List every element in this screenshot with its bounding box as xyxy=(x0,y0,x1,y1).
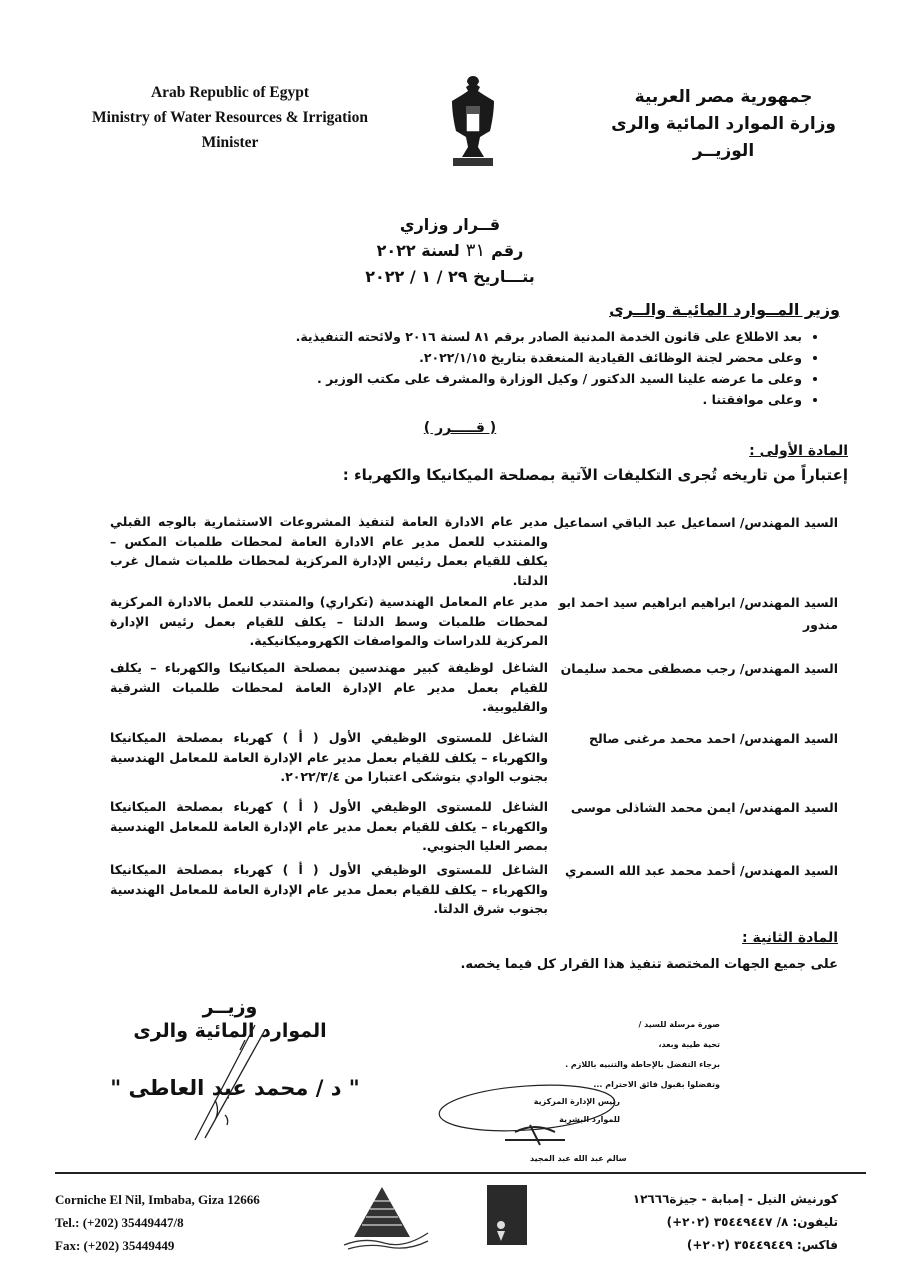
assignment-row xyxy=(103,728,838,787)
decree-title-block xyxy=(300,212,600,290)
assignee-name: السيد المهندس/ اسماعيل عبد الباقي اسماعيل xyxy=(553,515,838,530)
footer-divider xyxy=(55,1172,866,1174)
decided-heading: ( قـــــرر ) xyxy=(423,420,497,436)
arabic-minister: الوزيــر xyxy=(692,141,755,161)
decree-number-label: رقم xyxy=(491,241,524,260)
assignment-description: الشاغل للمستوى الوظيفي الأول ( أ ) كهرباء بمصلحة الميكانيكا والكهرباء – يكلف للقيام بعمل مدير عام الإدارة العامة للمعامل الهندسية بجنوب شرق الدلتا. xyxy=(110,862,548,916)
assignee-name: السيد المهندس/ ابراهيم ابراهيم سيد احمد ابو مندور xyxy=(558,595,838,632)
english-minister: Minister xyxy=(201,134,259,151)
minister-name: " د / محمد عبد العاطى " xyxy=(110,1076,360,1100)
arabic-ministry: وزارة الموارد المائية والرى xyxy=(611,114,836,134)
assignee-name: السيد المهندس/ احمد محمد مرغنى صالح xyxy=(588,731,838,746)
ministry-logo-icon xyxy=(487,1185,527,1245)
assignment-row xyxy=(103,592,838,651)
article1-intro: إعتباراً من تاريخه تُجرى التكليفات الآتية بمصلحة الميكانيكا والكهرباء : xyxy=(342,466,848,484)
assignee-name: السيد المهندس/ أحمد محمد عبد الله السمري xyxy=(565,863,838,878)
arabic-footer xyxy=(633,1188,838,1257)
footer-tel: Tel.: (+202) 35449447/8 xyxy=(55,1215,184,1230)
pyramid-logo-icon xyxy=(342,1185,432,1253)
eagle-emblem-icon xyxy=(445,74,501,170)
preamble-item: • وعلى موافقتنا . xyxy=(162,389,802,410)
decree-number: ٣١ xyxy=(465,240,486,261)
assignment-description: مدير عام المعامل الهندسية (تكراري) والمنتدب للعمل بالادارة المركزية لمحطات طلمبات وسط الدلتا – يكلف للقيام بعمل رئيس الإدارة المركزية للدراسات والمواصفات الكهروميكانيكية. xyxy=(110,594,548,648)
assignment-description: مدير عام الادارة العامة لتنفيذ المشروعات الاستثمارية بالوجه القبلي والمنتدب للعمل مدير عام الادارة العامة لمحطات طلمبات المكس – يكلف للقيام بعمل رئيس الإدارة المركزية لمحطات طلمبات شمال غرب الدلتا. xyxy=(110,514,548,588)
preamble-item: • وعلى ما عرضه علينا السيد الدكتور / وكيل الوزارة والمشرف على مكتب الوزير . xyxy=(162,368,802,389)
footer-tel-ar: تليفون: ٨/ ٣٥٤٤٩٤٤٧ (٢٠٢+) xyxy=(666,1215,838,1229)
arabic-country: جمهورية مصر العربية xyxy=(634,87,813,107)
english-country: Arab Republic of Egypt xyxy=(150,84,310,101)
english-letterhead xyxy=(60,80,400,155)
preamble-item: • بعد الاطلاع على قانون الخدمة المدنية الصادر برقم ٨١ لسنة ٢٠١٦ ولائحته التنفيذية. xyxy=(162,326,802,347)
footer-fax-ar: فاكس: ٣٥٤٤٩٤٤٩ (٢٠٢+) xyxy=(686,1238,838,1252)
decree-year: لسنة ٢٠٢٢ xyxy=(376,241,460,260)
cc-line: وتفضلوا بقبول فائق الاحترام ... xyxy=(593,1080,720,1089)
handwritten-signature-icon xyxy=(185,1020,275,1150)
assignment-row xyxy=(103,512,838,590)
assignee-name: السيد المهندس/ رجب مصطفى محمد سليمان xyxy=(560,661,838,676)
assignment-description: الشاغل للمستوى الوظيفي الأول ( أ ) كهرباء بمصلحة الميكانيكا والكهرباء – يكلف للقيام بعمل مدير عام الإدارة العامة للمعامل الهندسية بمصر العليا الجنوبي. xyxy=(110,799,548,853)
arabic-letterhead xyxy=(611,84,836,165)
cc-line: صورة مرسلة للسيد / xyxy=(638,1020,720,1029)
footer-address: Corniche El Nil, Imbaba, Giza 12666 xyxy=(55,1192,260,1207)
signature-title-line: وزيــر xyxy=(202,996,258,1018)
english-ministry: Ministry of Water Resources & Irrigation xyxy=(92,109,368,126)
article2-text: على جميع الجهات المختصة تنفيذ هذا القرار كل فيما يخصه. xyxy=(460,957,838,972)
hr-title-line: رئيس الإدارة المركزية xyxy=(533,1097,620,1106)
assignment-description: الشاغل للمستوى الوظيفي الأول ( أ ) كهرباء بمصلحة الميكانيكا والكهرباء – يكلف للقيام بعمل مدير عام الإدارة العامة للمعامل الهندسية بجنوب الوادي بتوشكى اعتبارا من ٢٠٢٢/٣/٤. xyxy=(110,730,548,784)
footer-address-ar: كورنيش النيل - إمبابة - جيزة١٢٦٦٦ xyxy=(632,1192,838,1206)
assignment-row xyxy=(103,860,838,919)
preamble-heading: وزير المــوارد المائيـة والــرى xyxy=(609,300,840,319)
decree-title: قــرار وزاري xyxy=(399,215,501,234)
signature-title-line: الموارد المائية والرى xyxy=(133,1020,327,1042)
english-footer xyxy=(55,1188,260,1257)
assignment-description: الشاغل لوظيفة كبير مهندسين بمصلحة الميكانيكا والكهرباء – يكلف للقيام بعمل مدير عام الإدارة العامة لمحطات طلمبات الشرقية والقليوبية. xyxy=(110,660,548,714)
article2-heading: المادة الثانية : xyxy=(742,930,838,946)
hr-name: سالم عبد الله عبد المجيد xyxy=(530,1154,627,1163)
decree-date: ٢٩ / ١ / ٢٠٢٢ xyxy=(365,267,468,286)
hr-title xyxy=(520,1093,620,1129)
article1-heading: المادة الأولى : xyxy=(749,443,848,459)
assignment-row xyxy=(103,797,838,856)
assignee-name: السيد المهندس/ ايمن محمد الشاذلى موسى xyxy=(570,800,838,815)
cc-line: برجاء التفضل بالإحاطة والتنبيه باللازم . xyxy=(565,1060,720,1069)
footer-fax: Fax: (+202) 35449449 xyxy=(55,1238,175,1253)
assignment-row xyxy=(103,658,838,717)
preamble-item: • وعلى محضر لجنة الوظائف القيادية المنعقدة بتاريخ ٢٠٢٢/١/١٥. xyxy=(162,347,802,368)
cc-line: تحية طيبة وبعد، xyxy=(658,1040,720,1049)
hr-title-line: للموارد البشرية xyxy=(559,1115,620,1124)
preamble-list xyxy=(162,326,820,410)
decree-date-label: بتـــاريخ xyxy=(473,267,535,286)
